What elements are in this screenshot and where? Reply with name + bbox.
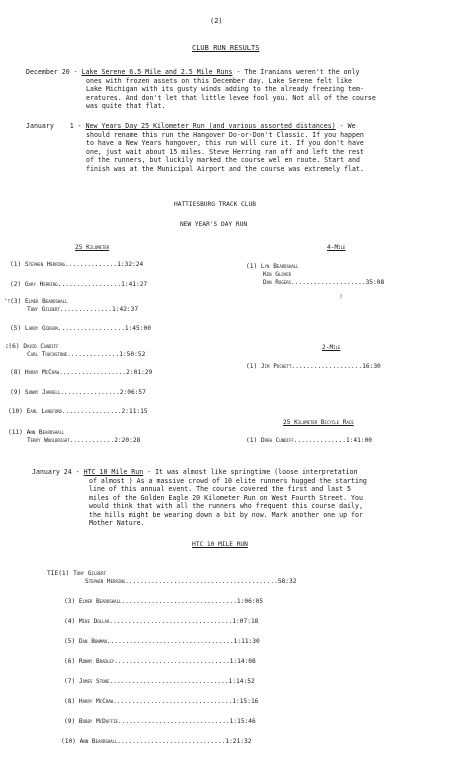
result-name: Dan Bowman: [78, 638, 107, 645]
result-dots: ..............: [59, 306, 113, 313]
entry-line: of the runners, but luckily marked the course wel en route. Start and: [86, 156, 360, 164]
result-name: Larry Gibson: [24, 325, 58, 332]
result-name: Harry McCraw: [24, 369, 60, 376]
result-row: [64, 638, 260, 646]
entry-line: to have a New Years hangover, this run will cure it. If you don't have: [86, 139, 364, 147]
result-time: 1:06:05: [236, 598, 263, 605]
result-time: 1:50:52: [119, 351, 146, 358]
entry-line: - We: [335, 122, 356, 130]
result-name: Gary Herring: [24, 281, 58, 288]
entry-line: - The Iranians weren't the only: [232, 68, 360, 76]
entry-line: miles of the Golden Eagle 20 Kilometer Run on West Fourth Street. You: [89, 493, 363, 502]
result-row: [6, 343, 59, 351]
result-name: Sonny Jarrell: [24, 389, 61, 396]
result-row: [10, 389, 146, 397]
result-dots: .........................................: [125, 578, 278, 585]
result-name: Ronny Bradley: [78, 658, 115, 665]
result-time: 1:14:08: [229, 658, 256, 665]
result-place: (1): [246, 363, 258, 370]
entry-date: December 20: [26, 68, 70, 76]
entry-dash: 1 -: [69, 122, 82, 130]
result-time: 1:41:27: [121, 281, 148, 288]
result-name: James Stone: [78, 678, 110, 685]
result-row: [47, 570, 106, 578]
result-row: [64, 678, 255, 686]
result-dots: ..............: [67, 351, 120, 358]
result-row: [27, 437, 140, 445]
result-place: (4): [64, 618, 76, 625]
result-name: Stephen Herring: [85, 578, 126, 585]
result-dots: ................................: [109, 678, 229, 685]
result-time: 1:32:24: [117, 261, 144, 268]
result-place: (10): [61, 738, 76, 745]
m4-heading: 4-Mile: [327, 244, 346, 251]
result-row: [8, 408, 148, 416]
result-name: Terry Woolbright: [27, 437, 70, 444]
result-place: (3): [64, 598, 76, 605]
entry-december: [26, 68, 360, 76]
entry-line: the hills might be wearing down a bit by now. Mark another one up for: [89, 510, 363, 519]
entry-line: should rename this run the Hangover Do-or-Don't Classic. If you happen: [86, 130, 364, 139]
entry-line: finish was at the Municipal Airport and the course was extremely flat.: [86, 164, 364, 173]
result-place: (9): [64, 718, 76, 725]
result-name: Tony Gilbert: [27, 306, 60, 313]
result-row: [246, 437, 372, 445]
entry-line: ones with frozen assets on this December day. Lake Serene felt like: [86, 76, 352, 85]
result-time: 35:08: [365, 279, 385, 286]
entry-line: eratures. And don't let that little levee fool you. Not all of the course: [86, 93, 376, 102]
entry-line: was quite that flat.: [86, 102, 166, 110]
result-place: (2): [10, 281, 22, 288]
result-dots: ................................: [113, 698, 233, 705]
entry-line: one, just wait about 15 miles. Steve Herring ran off and left the rest: [86, 147, 364, 156]
result-place: (8): [64, 698, 76, 705]
result-name: Tony Gilbert: [73, 570, 106, 577]
result-row: [10, 261, 143, 269]
nyd-heading: NEW YEAR'S DAY RUN: [180, 221, 248, 228]
result-row: [61, 738, 251, 746]
result-place: (10): [8, 408, 23, 415]
result-row: [64, 618, 258, 626]
result-time: 1:42:37: [112, 306, 139, 313]
result-name: Carl Touchstone: [27, 351, 68, 358]
result-row: [10, 369, 152, 377]
result-row: [4, 298, 68, 306]
bike-heading: 25 Kilometer Bicycle Race: [283, 419, 354, 426]
result-dots: ..................: [57, 325, 125, 332]
result-time: 2:20:28: [114, 437, 141, 444]
result-name: Bobby McDuffie: [78, 718, 118, 725]
result-place: (5): [64, 638, 76, 645]
entry-line: line of this annual event. The course covered the first and last 5: [89, 485, 352, 493]
result-time: 16:30: [362, 363, 381, 370]
result-name: Earl Langford: [26, 408, 62, 415]
entry-title: New Years Day 25 Kilometer Run (and various assorted distances): [85, 122, 336, 130]
result-name: Dan Rogers: [263, 279, 292, 286]
result-name: Harry McCraw: [78, 698, 114, 705]
entry-line: - It was almost like springtime (loose interpretation: [143, 468, 358, 476]
result-time: 1:14:52: [228, 678, 255, 685]
htc-heading: HATTIESBURG TRACK CLUB: [174, 201, 256, 208]
entry-line: of almost ) As a massive crowd of 10 elite runners hugged the starting: [89, 476, 367, 485]
result-time: 1:21:32: [225, 738, 252, 745]
result-time: 2:06:57: [119, 389, 146, 396]
result-name: Drew Cundiff: [260, 437, 294, 444]
result-place: (7): [64, 678, 76, 685]
result-row: [27, 306, 138, 314]
entry-title: HTC 10 Mile Run: [83, 468, 144, 476]
entry-date: January 24 -: [32, 468, 80, 476]
result-time: 1:07:18: [232, 618, 259, 625]
result-dots: ..................................: [106, 638, 234, 645]
result-time: 1:11:30: [233, 638, 260, 645]
result-dots: .................: [57, 281, 122, 288]
result-place: (8): [10, 369, 22, 376]
result-place: (1): [246, 263, 258, 270]
entry-january-24: [32, 468, 358, 476]
result-dots: .............................: [117, 738, 226, 745]
result-row: [64, 698, 258, 706]
result-row: [27, 351, 145, 359]
result-time: 1:45:00: [124, 325, 151, 332]
result-dots: .................................: [109, 618, 233, 625]
result-place: c(6): [6, 343, 20, 350]
result-name: Jim Puckett: [260, 363, 292, 370]
result-row: [64, 658, 256, 666]
result-place: (11): [8, 429, 23, 436]
result-row: [64, 718, 256, 726]
htc10-heading: HTC 10 MILE RUN: [192, 541, 248, 548]
result-name: Ann Beardshall: [26, 429, 65, 436]
result-dots: ..................: [59, 369, 127, 376]
result-place: (6): [64, 658, 76, 665]
result-time: 2:11:15: [121, 408, 148, 415]
result-place: 't(3): [4, 298, 22, 305]
result-name: Elmer Beardshall: [78, 598, 122, 605]
result-row: [246, 263, 299, 271]
result-name: Elmer Beardshall: [25, 298, 68, 305]
result-name: Stephen Herring: [24, 261, 65, 268]
page-number: (2): [210, 17, 223, 25]
result-time: 58:32: [277, 578, 297, 585]
result-row: [263, 279, 384, 287]
result-place: (1): [10, 261, 22, 268]
result-dots: ...............................: [121, 598, 237, 605]
result-dots: ....................: [291, 279, 366, 286]
tie-label: TIE: [47, 570, 59, 577]
entry-date: January: [26, 122, 54, 130]
result-time: 1:15:46: [229, 718, 256, 725]
result-name: Lyn Beardshall: [260, 263, 299, 270]
result-place: (5): [10, 325, 22, 332]
result-dots: ...............................: [114, 658, 230, 665]
entry-line: Mother Nature.: [89, 519, 145, 527]
result-place: (1): [58, 570, 70, 577]
result-time: 1:41:00: [345, 437, 373, 444]
result-dots: ............: [69, 437, 115, 444]
m2-heading: 2-Mile: [322, 344, 341, 351]
entry-dash: -: [73, 68, 78, 76]
result-dots: ..............: [65, 261, 118, 268]
result-row: [246, 363, 381, 371]
entry-line: would think that with all the runners who frequent this course daily,: [89, 502, 363, 510]
result-name: Mike Dollar: [78, 618, 110, 625]
result-place: (9): [10, 389, 22, 396]
result-name: Ken Glover: [263, 271, 292, 278]
entry-title: Lake Serene 6.5 Mile and 2.5 Mile Runs: [81, 68, 233, 76]
club-run-results-heading: CLUB RUN RESULTS: [192, 44, 260, 52]
entry-january: [26, 122, 356, 130]
result-place: (1): [246, 437, 258, 444]
result-name: David Cundiff: [23, 343, 59, 350]
result-dots: ................: [61, 408, 122, 415]
result-dots: ..............: [293, 437, 346, 444]
result-time: 2:01:29: [126, 369, 153, 376]
stray-mark: ?: [339, 294, 343, 301]
entry-line: Lake Michigan with its gusty winds adding to the already freezing tem-: [86, 85, 364, 93]
result-row: [85, 578, 296, 586]
result-row: [8, 429, 64, 437]
result-row: [10, 325, 151, 333]
k25-heading: 25 Kilometer: [75, 244, 110, 251]
result-row: [64, 598, 263, 606]
result-name: Ann Beardshall: [79, 738, 118, 745]
result-dots: ...................: [291, 363, 363, 370]
result-time: 1:15:16: [232, 698, 259, 705]
result-row: [10, 281, 147, 289]
result-dots: ..............................: [117, 718, 230, 725]
result-dots: ................: [60, 389, 120, 396]
